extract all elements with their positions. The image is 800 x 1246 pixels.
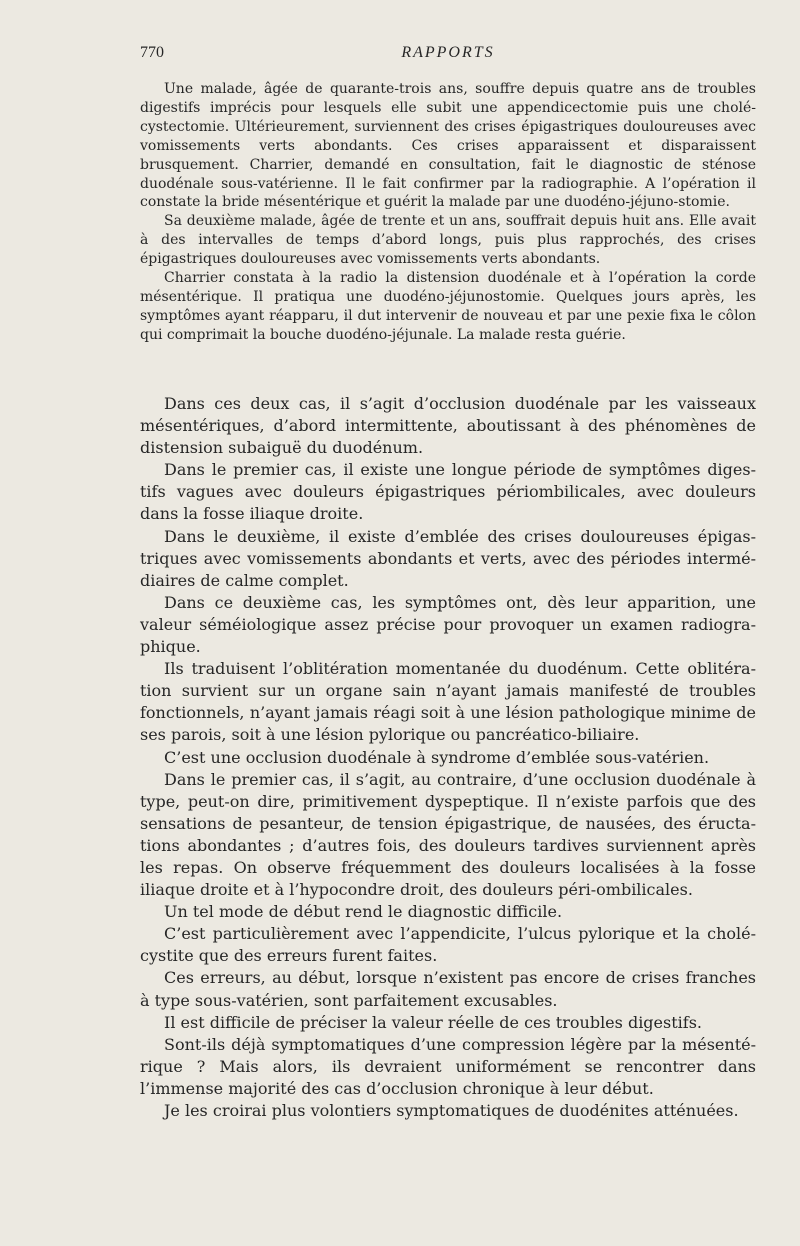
body-paragraph: Dans ces deux cas, il s’agit d’occlusion duodénale par les vaisseaux mésentériques, d’abord intermittente, aboutissant à des phénomènes de distension subaiguë du duodénum.: [140, 394, 756, 458]
body-paragraph: C’est une occlusion duodénale à syndrome d’emblée sous-vatérien.: [164, 747, 710, 767]
body-paragraph: Sont-ils déjà symptomatiques d’une compression légère par la mésenté-rique ? Mais alors, ils devraient uniformément se rencontrer dans l’immense majorité des cas d’occlusion chronique à leur début.: [140, 1034, 756, 1098]
case-summaries: [140, 80, 756, 345]
body-paragraph: Je les croirai plus volontiers symptomatiques de duodénites atténuées.: [164, 1101, 739, 1120]
body-paragraph: Un tel mode de début rend le diagnostic difficile.: [164, 902, 563, 922]
body-paragraph: Dans le deuxième, il existe d’emblée des crises douloureuses épigas-triques avec vomissements abondants et verts, avec des périodes intermé-diaires de calme complet.: [140, 526, 756, 590]
body-paragraph: Il est difficile de préciser la valeur réelle de ces troubles digestifs.: [164, 1012, 702, 1032]
body-paragraph: C’est particulièrement avec l’appendicite, l’ulcus pylorique et la cholé-cystite que des erreurs furent faites.: [140, 924, 756, 966]
body-paragraph: Dans ce deuxième cas, les symptômes ont, dès leur apparition, une valeur séméiologique assez précise pour provoquer un examen radiogra-phique.: [140, 592, 756, 657]
page-header: [140, 44, 756, 66]
running-title: RAPPORTS: [401, 44, 495, 61]
body-paragraph: Dans le premier cas, il existe une longue période de symptômes diges-tifs vagues avec douleurs épigastriques périombilicales, avec douleurs dans la fosse iliaque droite.: [140, 460, 756, 524]
discussion-text: [140, 393, 756, 1122]
body-paragraph: Ces erreurs, au début, lorsque n’existent pas encore de crises franches à type sous-vatérien, sont parfaitement excusables.: [140, 968, 756, 1010]
case-paragraph: Sa deuxième malade, âgée de trente et un ans, souffrait depuis huit ans. Elle avait à des intervalles de temps d’abord longs, puis plus rapprochés, des crises épigastriques douloureuses avec vomissements verts abondants.: [140, 213, 756, 268]
page-number: 770: [140, 44, 164, 61]
case-paragraph: Une malade, âgée de quarante-trois ans, souffre depuis quatre ans de troubles digestifs imprécis pour lesquels elle subit une appendicectomie puis une cholé-cystectomie. Ultérieurement, surviennent des crises épigastriques douloureuses avec vomissements verts abondants. Ces crises apparaissent et disparaissent brusquement. Charrier, demandé en consultation, fait le diagnostic de sténose duodénale sous-vatérienne. Il le fait confirmer par la radiographie. A l’opération il constate la bride mésentérique et guérit la malade par une duodéno-jéjuno-stomie.: [140, 81, 756, 211]
body-paragraph: Dans le premier cas, il s’agit, au contraire, d’une occlusion duodénale à type, peut-on dire, primitivement dyspeptique. Il n’existe parfois que des sensations de pesanteur, de tension épigastrique, de nausées, des éructa-tions abondantes ; d’autres fois, des douleurs tardives surviennent après les repas. On observe fréquemment des douleurs localisées à la fosse iliaque droite et à l’hypocondre droit, des douleurs péri-ombilicales.: [140, 769, 756, 900]
case-paragraph: Charrier constata à la radio la distension duodénale et à l’opération la corde mésentérique. Il pratiqua une duodéno-jéjunostomie. Quelques jours après, les symptômes ayant réapparu, il dut intervenir de nouveau et par une pexie fixa le côlon qui comprimait la bouche duodéno-jéjunale. La malade resta guérie.: [140, 270, 756, 343]
body-paragraph: Ils traduisent l’oblitération momentanée du duodénum. Cette oblitéra-tion survient sur un organe sain n’ayant jamais manifesté de troubles fonctionnels, n’ayant jamais réagi soit à une lésion pathologique minime de ses parois, soit à une lésion pylorique ou pancréatico-biliaire.: [140, 659, 756, 745]
